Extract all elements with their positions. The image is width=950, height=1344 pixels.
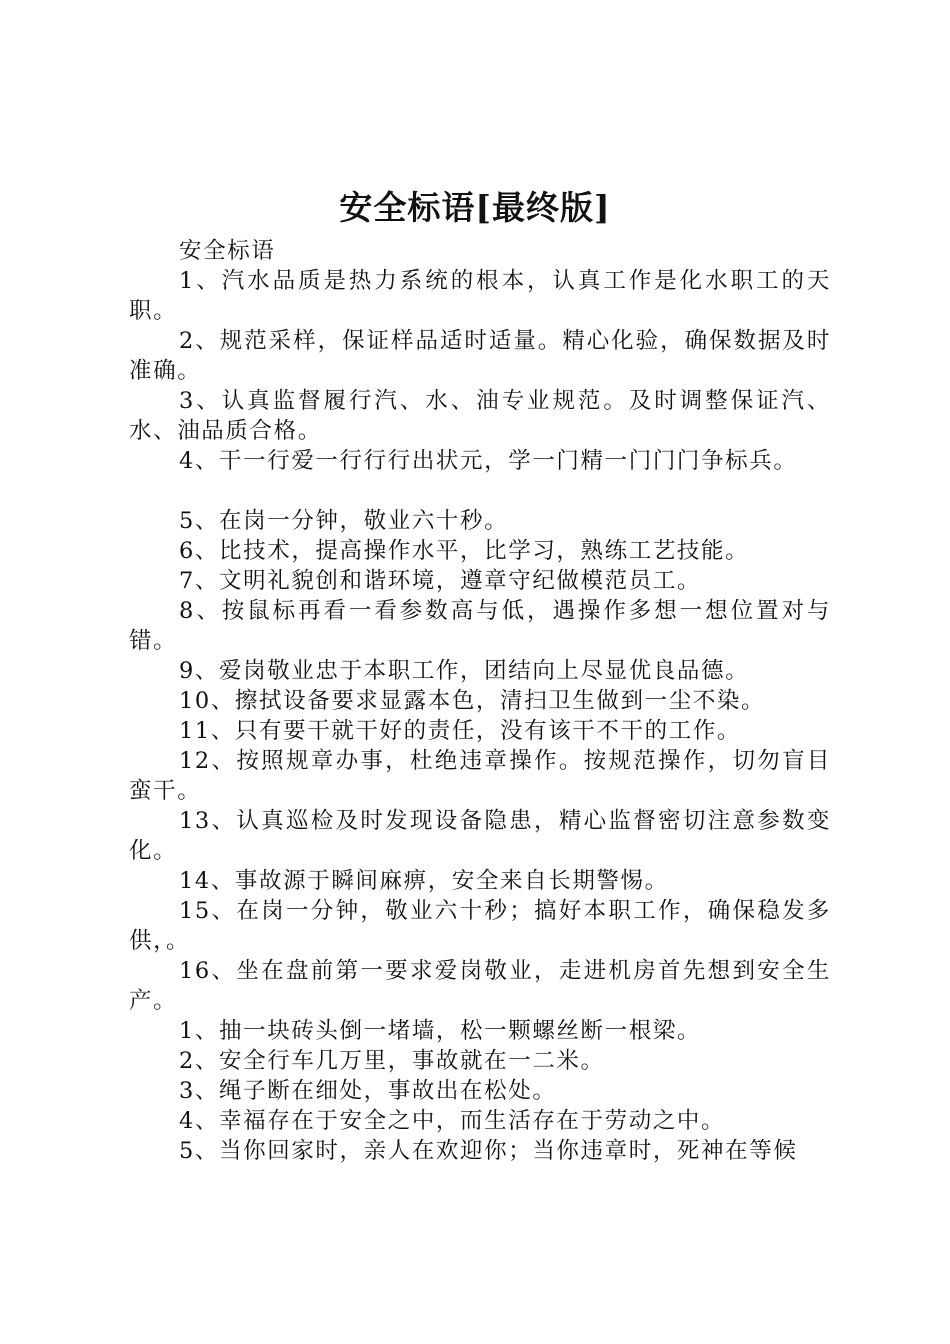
slogan-paragraph: 13、认真巡检及时发现设备隐患，精心监督密切注意参数变化。: [129, 808, 831, 864]
document-title: 安全标语[最终版]: [339, 188, 611, 227]
slogan-paragraph: 3、绳子断在细处，事故出在松处。: [179, 1078, 557, 1104]
slogan-paragraph: 11、只有要干就干好的责任，没有该干不干的工作。: [179, 718, 742, 744]
document-body: [129, 236, 831, 1166]
document-subtitle: 安全标语: [179, 238, 276, 264]
slogan-paragraph: 4、干一行爱一行行行出状元，学一门精一门门门争标兵。: [179, 448, 798, 474]
slogan-paragraph: 6、比技术，提高操作水平，比学习，熟练工艺技能。: [179, 538, 750, 564]
slogan-paragraph: 5、当你回家时，亲人在欢迎你；当你违章时，死神在等候: [179, 1138, 798, 1164]
slogan-paragraph: 8、按鼠标再看一看参数高与低，遇操作多想一想位置对与错。: [129, 598, 831, 654]
slogan-paragraph: 10、擦拭设备要求显露本色，清扫卫生做到一尘不染。: [179, 688, 766, 714]
slogan-paragraph: 4、幸福存在于安全之中，而生活存在于劳动之中。: [179, 1108, 726, 1134]
slogan-paragraph: 1、抽一块砖头倒一堵墙，松一颗螺丝断一根梁。: [179, 1018, 702, 1044]
slogan-paragraph: 14、事故源于瞬间麻痹，安全来自长期警惕。: [179, 868, 669, 894]
slogan-paragraph: 1、汽水品质是热力系统的根本，认真工作是化水职工的天职。: [129, 268, 831, 324]
slogan-paragraph: 2、规范采样，保证样品适时适量。精心化验，确保数据及时准确。: [129, 328, 831, 384]
slogan-paragraph: 15、在岗一分钟，敬业六十秒；搞好本职工作，确保稳发多供，。: [129, 898, 831, 954]
slogan-paragraph: 5、在岗一分钟，敬业六十秒。: [179, 508, 509, 534]
slogan-paragraph: 2、安全行车几万里，事故就在一二米。: [179, 1048, 605, 1074]
slogan-paragraph: 3、认真监督履行汽、水、油专业规范。及时调整保证汽、水、油品质合格。: [129, 388, 831, 444]
slogan-paragraph: 7、文明礼貌创和谐环境，遵章守纪做模范员工。: [179, 568, 702, 594]
slogan-paragraph: 12、按照规章办事，杜绝违章操作。按规范操作，切勿盲目蛮干。: [129, 748, 831, 804]
slogan-paragraph: 9、爱岗敬业忠于本职工作，团结向上尽显优良品德。: [179, 658, 750, 684]
slogan-paragraph: 16、坐在盘前第一要求爱岗敬业，走进机房首先想到安全生产。: [129, 958, 831, 1014]
